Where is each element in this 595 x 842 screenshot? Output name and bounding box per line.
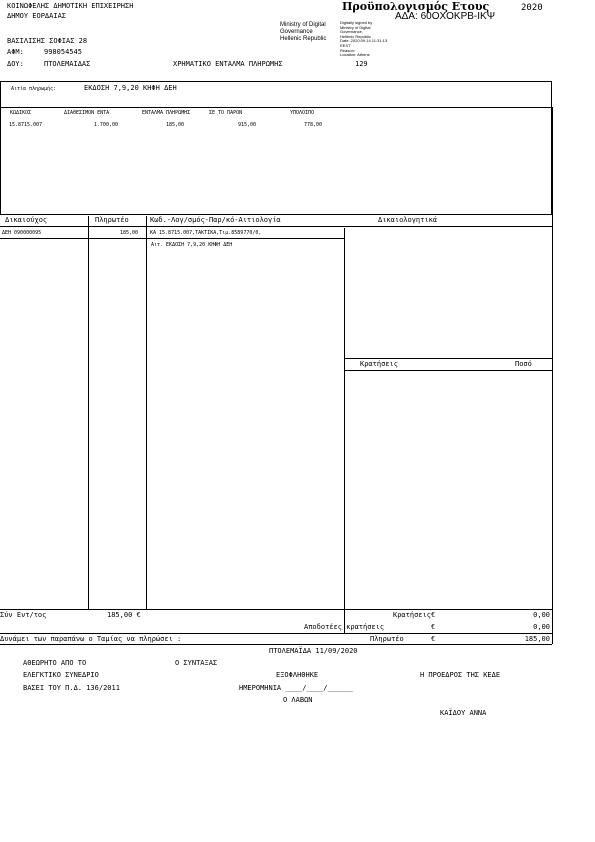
- afm-value: 998054545: [44, 48, 82, 56]
- row-code: ΚΑ 15.8715.007,ΤΑΚΤΙΚΑ,Τιμ.8589770/0,: [150, 230, 262, 236]
- withheld-label: Αποδοτέες κρατήσεις: [304, 623, 385, 631]
- col-header-code: Κωδ.-Λογ/σμός-Παρ/κό-Αιτιολογία: [150, 216, 281, 224]
- signature-detail-line6: EEST: [340, 42, 351, 48]
- signature-detail-line8: Location: Athens: [340, 52, 370, 58]
- deductions-header: Κρατήσεις: [360, 360, 398, 368]
- paid-label: ΕΞΟΦΛΗΘΗΚΕ: [276, 671, 319, 679]
- organization-address: ΒΑΣΙΛΙΣΗΣ ΣΟΦΙΑΣ 28: [7, 37, 88, 45]
- row-amount: 185,00: [119, 230, 138, 236]
- doy-value: ΠΤΟΛΕΜΑΙΔΑΣ: [44, 60, 91, 68]
- deductions-header-line: [345, 370, 552, 371]
- col-divider-1: [88, 216, 89, 609]
- row-separator: [0, 238, 344, 239]
- payment-order-text: Δυνάμει των παραπάνω ο Ταμίας να πληρώσει :: [0, 635, 182, 643]
- right-border: [552, 107, 553, 644]
- budget-header-current: ΣΕ ΤΟ ΠΑΡΟΝ: [209, 110, 243, 116]
- totals-top-line: [0, 609, 552, 610]
- law-reference: ΒΑΣΕΙ ΤΟΥ Π.Δ. 136/2011: [23, 684, 120, 692]
- payment-reason-value: ΕΚΔΟΣΗ 7,9,20 ΚΗΦΗ ΔΕΗ: [84, 84, 177, 92]
- col-header-amount: Πληρωτέο: [95, 216, 129, 224]
- payable-bottom-line: [0, 644, 552, 645]
- audit-board: ΕΛΕΓΚΤΙΚΟ ΣΥΝΕΔΡΙΟ: [23, 671, 99, 679]
- col-divider-3: [344, 228, 345, 633]
- sum-label: Σύν Εντ/τος: [0, 611, 47, 619]
- deductions-total-value: 0,00: [533, 611, 550, 619]
- document-number: 129: [355, 60, 368, 68]
- payment-reason-label: Αιτία πληρωμής:: [11, 86, 57, 92]
- budget-row-remaining: 778,00: [303, 122, 322, 128]
- signature-detail-line4: Hellenic Republic: [340, 33, 371, 39]
- document-title: ΧΡΗΜΑΤΙΚΟ ΕΝΤΑΛΜΑ ΠΛΗΡΩΜΗΣ: [173, 60, 283, 68]
- payable-top-line: [0, 633, 552, 634]
- budget-header-remaining: ΥΠΟΛΟΙΠΟ: [290, 110, 315, 116]
- deductions-top-line: [345, 358, 552, 359]
- payable-label: Πληρωτέο: [370, 635, 404, 643]
- organization-name: ΚΟΙΝΩΦΕΛΗΣ ΔΗΜΟΤΙΚΗ ΕΠΙΧΕΙΡΗΣΗ: [7, 2, 134, 10]
- row-beneficiary: ΔΕΗ 090000095: [2, 230, 42, 236]
- withheld-currency: €: [431, 623, 436, 631]
- date-line: ΗΜΕΡΟΜΗΝΙΑ ____/____/______: [239, 684, 353, 692]
- col-divider-2: [146, 216, 147, 609]
- president-label: Η ΠΡΟΕΔΡΟΣ ΤΗΣ ΚΕΔΕ: [420, 671, 501, 679]
- budget-row-available: 1.700,00: [93, 122, 118, 128]
- row-description: Αιτ. ΕΚΔΟΣΗ 7,9,20 ΚΗΦΗ ΔΕΗ: [151, 242, 233, 248]
- payable-currency: €: [431, 635, 436, 643]
- sum-value: 185,00 €: [107, 611, 141, 619]
- budget-title: Προϋπολογισμός Ετους: [342, 0, 490, 13]
- reason-divider: [0, 107, 552, 108]
- deductions-currency: €: [431, 611, 436, 619]
- budget-header-available: ΔΙΑΘΕΣΙΜΟΝ ΕΝΤΑ: [64, 110, 110, 116]
- deductions-total-label: Κρατήσεις: [393, 611, 431, 619]
- afm-label: ΑΦΜ:: [7, 48, 24, 56]
- organization-municipality: ΔΗΜΟΥ ΕΟΡΔΑΙΑΣ: [7, 12, 67, 20]
- signature-detail-line7: Reason:: [340, 47, 355, 53]
- budget-year: 2020: [521, 3, 543, 13]
- deductions-amount-header: Ποσό: [515, 360, 532, 368]
- doy-label: ΔΟΥ:: [7, 60, 24, 68]
- budget-row-code: 15.8715.007: [9, 122, 43, 128]
- budget-row-current: 915,00: [237, 122, 256, 128]
- signatory-name: ΚΑΪΔΟΥ ΑΝΝΑ: [440, 709, 487, 717]
- payable-value: 185,00: [524, 635, 550, 643]
- signature-ministry-line3: Hellenic Republic: [280, 36, 327, 42]
- receiver-label: Ο ΛΑΒΩΝ: [283, 696, 313, 704]
- signature-detail-line1: Digitally signed by: [340, 20, 373, 25]
- place-date: ΠΤΟΛΕΜΑΪΔΑ 11/09/2020: [269, 647, 358, 655]
- ada-code: ΑΔΑ: 60ΟΧΟΚΡΒ-ΙΚΨ: [395, 11, 496, 22]
- main-table-header-bottom: [0, 226, 552, 227]
- checked-line: ΑΘΕΩΡΗΤΟ ΑΠΟ ΤΟ: [23, 659, 87, 667]
- budget-row-payment: 185,00: [165, 122, 184, 128]
- composer-label: Ο ΣΥΝΤΑΞΑΣ: [175, 659, 218, 667]
- budget-header-payment: ΕΝΤΑΛΜΑ ΠΛΗΡΩΜΗΣ: [142, 110, 191, 116]
- withheld-value: 0,00: [533, 623, 550, 631]
- signature-detail-line2: Ministry of Digital: [340, 24, 371, 30]
- col-header-documents: Δικαιολογητικά: [378, 216, 438, 224]
- signature-detail-line5: Date: 2020.09.14 11:31:13: [340, 38, 388, 44]
- signature-ministry-line1: Ministry of Digital: [280, 22, 326, 28]
- budget-header-code: ΚΩΔΙΚΟΣ: [10, 110, 32, 116]
- signature-detail-line3: Governance,: [340, 29, 363, 35]
- signature-ministry-line2: Governance: [280, 29, 313, 35]
- payment-reason-box: [0, 81, 552, 215]
- col-header-beneficiary: Δικαιούχος: [5, 216, 48, 224]
